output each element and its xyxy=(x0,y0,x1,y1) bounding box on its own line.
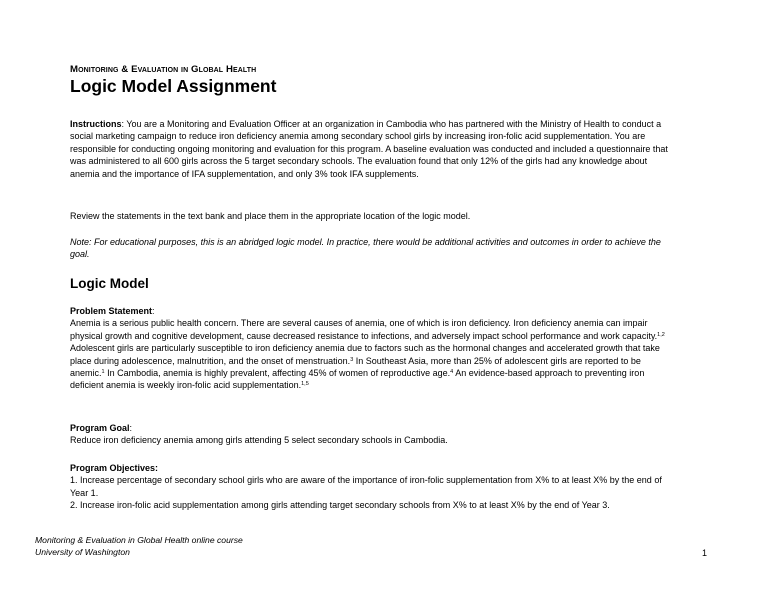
review-paragraph: Review the statements in the text bank and place them in the appropriate location of the logic model. xyxy=(70,211,471,221)
instructions-paragraph xyxy=(70,118,670,180)
problem-text-part-3: In Southeast Asia, more than 25% of adolescent girls are reported to be anemic. xyxy=(70,355,641,379)
problem-text-part-1: Anemia is a serious public health concern. There are several causes of anemia, one of which is iron deficiency. Iron deficiency anemia can impair physical growth and cognitive development, cause decreased resistance to infections, and adversely impact school performance and work capacity. xyxy=(70,318,658,341)
program-objectives-section xyxy=(70,462,670,512)
citation-ref: 4 xyxy=(450,369,454,376)
problem-text-part-5: An evidence-based approach to preventing iron deficient anemia is weekly iron-folic acid supplementation. xyxy=(70,368,645,391)
instructions-label: Instructions xyxy=(70,119,122,129)
page-number: 1 xyxy=(702,548,708,558)
footer-institution-line: University of Washington xyxy=(35,547,130,557)
objective-item-1: 1. Increase percentage of secondary school girls who are aware of the importance of iron-folic supplementation from X% to at least X% by the end of Year 1. xyxy=(70,475,662,498)
program-goal-label: Program Goal xyxy=(70,423,130,433)
footer-course-line: Monitoring & Evaluation in Global Health online course xyxy=(35,535,243,545)
problem-statement-section xyxy=(70,305,670,392)
citation-ref: 3 xyxy=(350,356,354,363)
program-goal-colon: : xyxy=(129,423,133,433)
problem-statement-colon: : xyxy=(152,306,155,316)
problem-text-part-2: Adolescent girls are particularly susceptible to iron deficiency anemia due to factors such as the hormonal changes and accelerated growth that take place during adolescence, malnutrition, and the onset of menstruation. xyxy=(70,343,660,366)
note-paragraph: Note: For educational purposes, this is an abridged logic model. In practice, there would be additional activities and outcomes in order to achieve the goal. xyxy=(70,237,661,260)
program-goal-text: Reduce iron deficiency anemia among girls attending 5 select secondary schools in Cambodia. xyxy=(70,435,448,446)
program-objectives-label: Program Objectives: xyxy=(70,463,159,473)
problem-statement-label: Problem Statement xyxy=(70,306,153,316)
citation-ref: 1,5 xyxy=(301,381,309,388)
problem-text-part-4: In Cambodia, anemia is highly prevalent, affecting 45% of women of reproductive age. xyxy=(104,368,451,379)
document-title: Logic Model Assignment xyxy=(70,76,277,96)
problem-statement-text xyxy=(70,317,670,391)
instructions-text: : You are a Monitoring and Evaluation Officer at an organization in Cambodia who has partnered with the Ministry of Health to conduct a social marketing campaign to reduce iron deficiency anemia among secondary school girls by increasing iron-folic acid supplementation. You are responsible for conducting ongoing monitoring and evaluation for this program. A baseline evaluation was conducted and included a questionnaire that was administered to all 600 girls across the 5 target secondary schools. The evaluation found that only 12% of the girls had any knowledge about anemia and the importance of IFA supplementation, and only 3% took IFA supplements. xyxy=(70,119,668,179)
citation-ref: 1,2 xyxy=(657,331,665,338)
program-goal-section xyxy=(70,422,670,447)
logic-model-heading: Logic Model xyxy=(70,276,149,291)
objective-item-2: 2. Increase iron-folic acid supplementation among girls attending target secondary schools from X% to at least X% by the end of Year 3. xyxy=(70,500,610,511)
course-title: Monitoring & Evaluation in Global Health xyxy=(70,64,257,75)
citation-ref: 1 xyxy=(101,369,105,376)
